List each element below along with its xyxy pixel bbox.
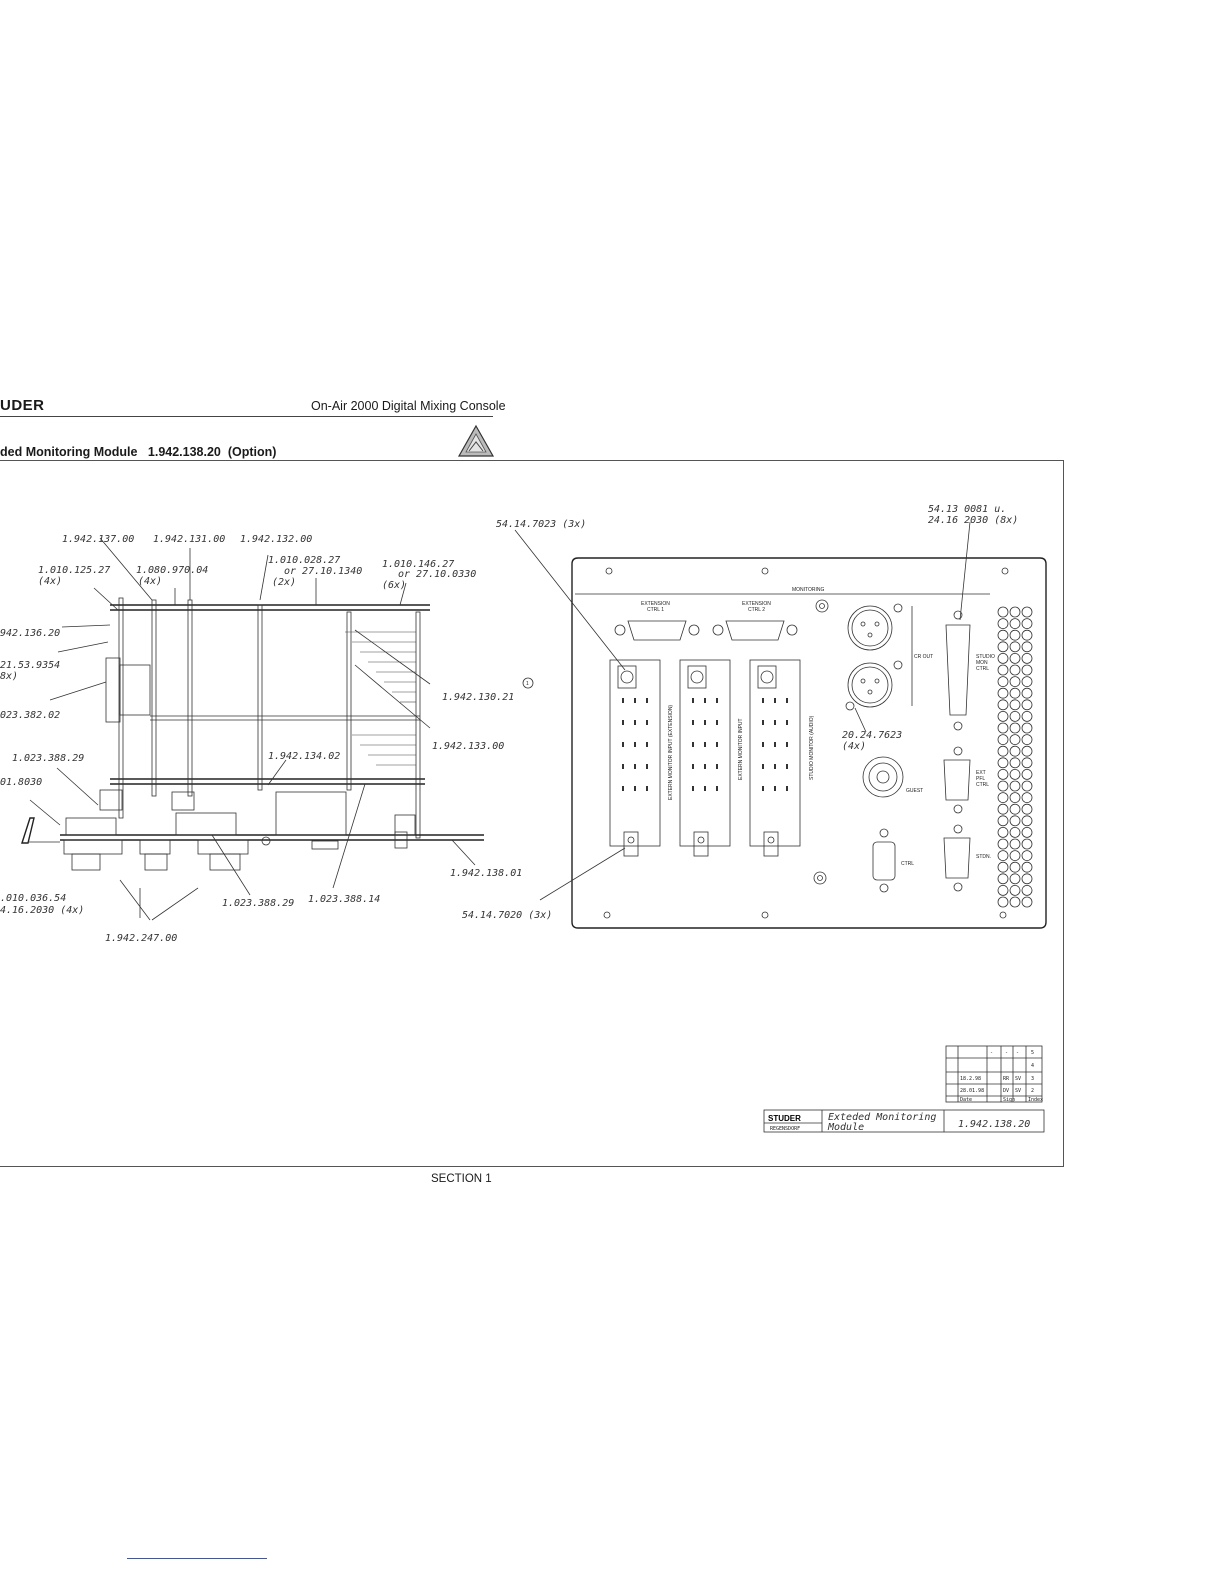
header-rule: [0, 416, 493, 417]
vent-hole: [1022, 653, 1032, 663]
vent-hole: [1010, 897, 1020, 907]
guest-label: GUEST: [906, 788, 924, 794]
part-label: (4x): [138, 576, 163, 587]
connector-3-label: STUDIO MONITOR (AUDIO): [809, 715, 815, 780]
vent-hole: [1010, 619, 1020, 629]
vent-hole: [1010, 769, 1020, 779]
vent-hole: [1022, 630, 1032, 640]
studer-logo: STUDER: [768, 1114, 801, 1123]
vent-hole: [1010, 677, 1020, 687]
part-label: 1.010.125.27: [38, 565, 111, 576]
vent-hole: [1022, 619, 1032, 629]
part-label: 1.942.134.02: [268, 751, 341, 762]
vent-hole: [998, 677, 1008, 687]
vent-hole: [1022, 665, 1032, 675]
vent-hole: [1022, 885, 1032, 895]
vent-hole: [998, 642, 1008, 652]
vent-hole: [998, 897, 1008, 907]
part-label: 1.023.388.29: [12, 753, 85, 764]
rev-date: 28.01.98: [960, 1088, 985, 1094]
drawing-number: 1.942.138.20: [958, 1119, 1031, 1130]
part-label: 8x): [0, 671, 19, 682]
vent-hole: [1010, 804, 1020, 814]
drawing-title: Exteded Monitoring: [828, 1112, 937, 1123]
vent-hole: [1022, 758, 1032, 768]
vent-hole: [1010, 816, 1020, 826]
ext-pfl-ctrl-label: EXT: [976, 770, 986, 776]
part-label: (4x): [38, 576, 63, 587]
ext-pfl-ctrl-label: PFL: [976, 776, 986, 782]
stdn-label: STDN.: [976, 854, 991, 860]
vent-hole: [1010, 700, 1020, 710]
part-label: 24.16 2030 (8x): [928, 515, 1019, 526]
rev-index: 3: [1031, 1076, 1035, 1082]
vent-hole: [1010, 827, 1020, 837]
rev-cell: -: [1005, 1050, 1009, 1056]
vent-hole: [1010, 862, 1020, 872]
vent-hole: [1010, 630, 1020, 640]
rev-sign: SV: [1015, 1076, 1022, 1082]
vent-hole: [998, 619, 1008, 629]
vent-hole: [1022, 781, 1032, 791]
title-block: [764, 1046, 1044, 1133]
rev-date: 18.2.98: [960, 1076, 982, 1082]
part-label: 942.136.20: [0, 628, 61, 639]
part-label: 1.080.970.04: [136, 565, 209, 576]
rev-sign: RR: [1003, 1076, 1010, 1082]
studio-mon-ctrl-label: CTRL: [976, 666, 990, 672]
part-label: 1.942.133.00: [432, 741, 505, 752]
vent-hole: [1010, 793, 1020, 803]
vent-hole: [1022, 804, 1032, 814]
vent-hole: [1022, 769, 1032, 779]
vent-hole: [1010, 653, 1020, 663]
part-label: (6x): [382, 580, 407, 591]
vent-hole: [998, 804, 1008, 814]
part-label: 21.53.9354: [0, 660, 61, 671]
part-label: 1.010.146.27: [382, 559, 455, 570]
part-label: or 27.10.0330: [398, 569, 477, 580]
vent-hole: [1010, 723, 1020, 733]
vent-hole: [1010, 851, 1020, 861]
col-head: Index: [1028, 1097, 1044, 1103]
rev-index: 2: [1031, 1088, 1035, 1094]
part-label: 1.942.137.00: [62, 534, 135, 545]
vent-hole: [1022, 711, 1032, 721]
vent-hole: [1010, 874, 1020, 884]
vent-hole: [1010, 688, 1020, 698]
vent-hole: [998, 607, 1008, 617]
rev-sign: SV: [1015, 1088, 1022, 1094]
vent-hole: [998, 839, 1008, 849]
vent-hole: [998, 827, 1008, 837]
vent-hole: [998, 688, 1008, 698]
drawing-title: Module: [828, 1122, 865, 1133]
vent-hole: [1010, 665, 1020, 675]
vent-hole: [1022, 688, 1032, 698]
vent-hole: [1010, 642, 1020, 652]
vent-hole: [1022, 862, 1032, 872]
part-label: 54.13 0081 u.: [928, 504, 1007, 515]
vent-hole: [998, 781, 1008, 791]
part-label: 1.942.132.00: [240, 534, 313, 545]
vent-hole: [1022, 874, 1032, 884]
ext-pfl-ctrl-label: CTRL: [976, 782, 990, 788]
side-view-assembly: [0, 534, 533, 944]
vent-hole: [998, 885, 1008, 895]
vent-hole: [998, 816, 1008, 826]
warning-triangle-icon: [457, 424, 495, 458]
part-label: 023.382.02: [0, 710, 61, 721]
panel-monitoring-label: MONITORING: [792, 587, 825, 593]
vent-hole: [998, 851, 1008, 861]
connector-1-label: EXTERN MONITOR INPUT (EXTENSION): [668, 704, 674, 800]
vent-hole: [1022, 723, 1032, 733]
vent-hole: [1010, 758, 1020, 768]
vent-hole: [1022, 839, 1032, 849]
vent-hole: [1010, 781, 1020, 791]
vent-hole: [1022, 607, 1032, 617]
connector-2-label: EXTERN MONITOR INPUT: [738, 718, 744, 780]
vent-hole: [1022, 851, 1032, 861]
part-label: 1.010.028.27: [268, 555, 341, 566]
part-label: 1.942.138.01: [450, 868, 523, 879]
studio-mon-ctrl-label: MON: [976, 660, 988, 666]
brand-logo-text: UDER: [0, 397, 45, 414]
vent-hole: [1010, 735, 1020, 745]
part-label: 1.942.131.00: [153, 534, 226, 545]
vent-hole: [1010, 839, 1020, 849]
part-label: 1.942.247.00: [105, 933, 178, 944]
part-label: 1.023.388.14: [308, 894, 381, 905]
vent-hole: [998, 758, 1008, 768]
studio-mon-ctrl-label: STUDIO: [976, 654, 995, 660]
footnote-rule: [127, 1558, 267, 1559]
vent-hole: [1010, 607, 1020, 617]
part-label: 1.942.130.21: [442, 692, 515, 703]
col-head: Sign: [1003, 1097, 1016, 1103]
ctrl-label: CTRL: [901, 861, 915, 867]
ext-ctrl-1-label: EXTENSION: [641, 601, 670, 607]
vent-hole: [998, 874, 1008, 884]
vent-hole: [1010, 885, 1020, 895]
front-panel-view: [462, 504, 1046, 928]
vent-hole: [998, 862, 1008, 872]
vent-hole: [1022, 677, 1032, 687]
rev-cell: -: [990, 1050, 994, 1056]
vent-hole: [998, 746, 1008, 756]
vent-hole: [998, 630, 1008, 640]
part-label: or 27.10.1340: [284, 566, 363, 577]
ext-ctrl-2-label: EXTENSION: [742, 601, 771, 607]
ventilation-grid: [998, 607, 1032, 907]
technical-drawing: [0, 460, 1064, 1167]
vent-hole: [998, 735, 1008, 745]
vent-hole: [998, 700, 1008, 710]
part-label: 54.14.7023 (3x): [496, 519, 587, 530]
vent-hole: [1022, 700, 1032, 710]
part-label: 1.023.388.29: [222, 898, 295, 909]
part-label: (2x): [272, 577, 297, 588]
vent-hole: [998, 723, 1008, 733]
part-label: 20.24.7623: [842, 730, 903, 741]
rev-index: 5: [1031, 1050, 1035, 1056]
vent-hole: [1022, 793, 1032, 803]
module-title: ded Monitoring Module 1.942.138.20 (Option): [0, 445, 277, 459]
vent-hole: [998, 653, 1008, 663]
vent-hole: [1022, 897, 1032, 907]
vent-hole: [1022, 746, 1032, 756]
part-label: 4.16.2030 (4x): [0, 905, 85, 916]
vent-hole: [1022, 816, 1032, 826]
ext-ctrl-2-label: CTRL 2: [748, 607, 766, 613]
vent-hole: [998, 793, 1008, 803]
section-footer: SECTION 1: [431, 1173, 492, 1185]
product-title: On-Air 2000 Digital Mixing Console: [311, 399, 506, 413]
vent-hole: [998, 769, 1008, 779]
vent-hole: [998, 665, 1008, 675]
rev-cell: -: [1016, 1050, 1020, 1056]
col-head: Date: [960, 1097, 973, 1103]
city: REGENSDORF: [770, 1126, 801, 1132]
callout-number: 1: [526, 681, 529, 687]
part-label: 01.8030: [0, 777, 43, 788]
part-label: .010.036.54: [0, 893, 67, 904]
vent-hole: [1010, 711, 1020, 721]
part-label: 54.14.7020 (3x): [462, 910, 553, 921]
part-label: (4x): [842, 741, 867, 752]
vent-hole: [1022, 827, 1032, 837]
rev-sign: DV: [1003, 1088, 1010, 1094]
rev-index: 4: [1031, 1063, 1035, 1069]
vent-hole: [1010, 746, 1020, 756]
vent-hole: [998, 711, 1008, 721]
vent-hole: [1022, 642, 1032, 652]
cr-out-label: CR OUT: [914, 654, 934, 660]
vent-hole: [1022, 735, 1032, 745]
ext-ctrl-1-label: CTRL 1: [647, 607, 665, 613]
